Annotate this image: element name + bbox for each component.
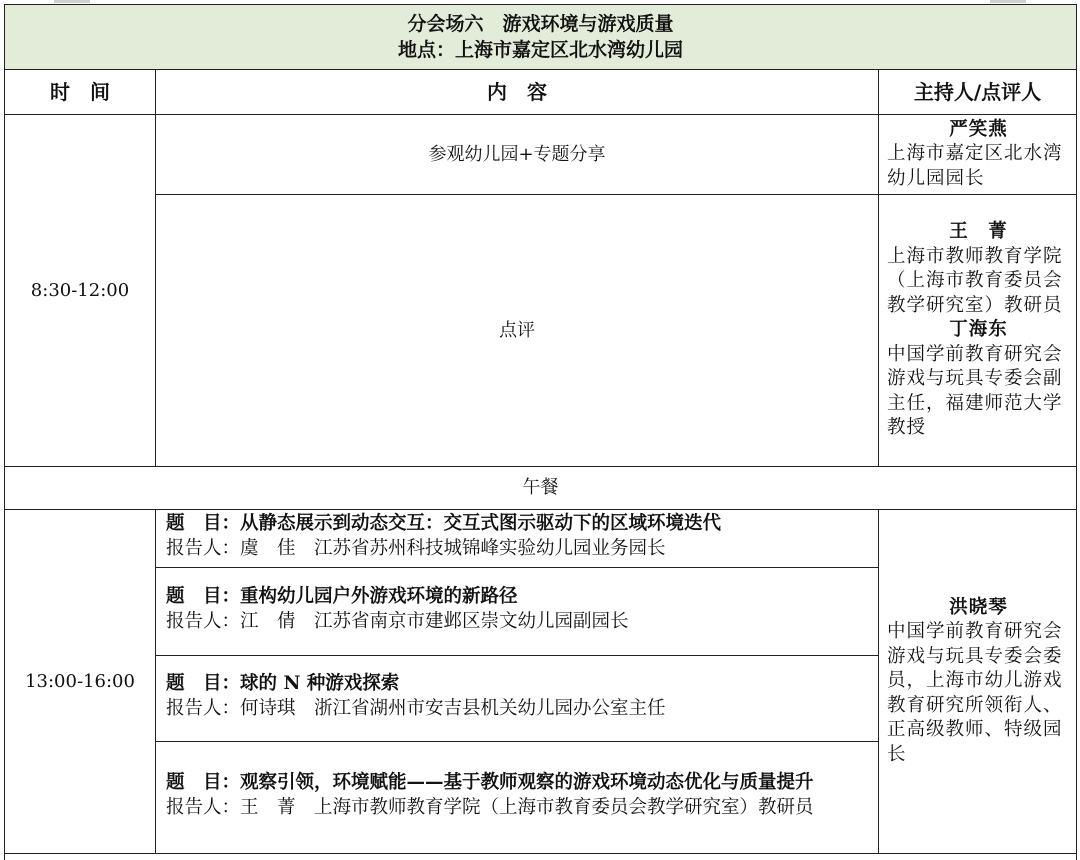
table-tail	[5, 854, 1077, 860]
schedule-table	[4, 4, 1077, 860]
host-desc: 上海市嘉定区北水湾幼儿园园长	[887, 142, 1070, 191]
host-desc: 中国学前教育研究会游戏与玩具专委会委员，上海市幼儿游戏教育研究所领衔人、正高级教师、特级园长	[887, 620, 1070, 767]
talk-reporter: 报告人：王 菁 上海市教师教育学院（上海市教育委员会教学研究室）教研员	[166, 796, 870, 821]
visit-content: 参观幼儿园+专题分享	[156, 115, 879, 195]
tab-marker-right	[990, 0, 1026, 3]
session-location: 地点：上海市嘉定区北水湾幼儿园	[5, 37, 1076, 63]
talk-reporter: 报告人：江 倩 江苏省南京市建邺区崇文幼儿园副园长	[166, 610, 870, 635]
talk-title: 题 目：观察引领，环境赋能——基于教师观察的游戏环境动态优化与质量提升	[166, 771, 870, 796]
tab-marker-left	[54, 0, 90, 3]
review-content: 点评	[156, 195, 879, 467]
host-name: 王 菁	[887, 220, 1070, 245]
host-name: 严笑燕	[887, 118, 1070, 143]
afternoon-host	[879, 510, 1077, 854]
talk-3	[156, 656, 879, 742]
host-desc: 上海市教师教育学院（上海市教育委员会教学研究室）教研员	[887, 245, 1070, 319]
morning-time: 8:30-12:00	[5, 115, 156, 467]
column-header-host: 主持人/点评人	[879, 70, 1077, 115]
afternoon-time: 13:00-16:00	[5, 510, 156, 854]
talk-2	[156, 568, 879, 656]
column-header-row	[5, 70, 1077, 115]
session-header-row	[5, 5, 1077, 70]
review-hosts	[879, 195, 1077, 467]
talk-reporter: 报告人：虞 佳 江苏省苏州科技城锦峰实验幼儿园业务园长	[166, 537, 870, 562]
session-header	[5, 5, 1077, 70]
talk-title: 题 目：球的 N 种游戏探索	[166, 672, 870, 697]
table-row	[5, 510, 1077, 568]
host-name: 洪晓琴	[887, 596, 1070, 621]
host-name: 丁海东	[887, 318, 1070, 343]
session-title: 分会场六 游戏环境与游戏质量	[5, 11, 1076, 37]
column-header-content: 内 容	[156, 70, 879, 115]
table-row	[5, 195, 1077, 467]
table-row	[5, 115, 1077, 195]
lunch-row	[5, 467, 1077, 510]
talk-4	[156, 742, 879, 854]
column-header-time: 时 间	[5, 70, 156, 115]
talk-1	[156, 510, 879, 568]
lunch-label: 午餐	[5, 467, 1077, 510]
talk-title: 题 目：从静态展示到动态交互：交互式图示驱动下的区域环境迭代	[166, 512, 870, 537]
table-tail-row	[5, 854, 1077, 860]
talk-reporter: 报告人：何诗琪 浙江省湖州市安吉县机关幼儿园办公室主任	[166, 697, 870, 722]
talk-title: 题 目：重构幼儿园户外游戏环境的新路径	[166, 585, 870, 610]
visit-host	[879, 115, 1077, 195]
host-desc: 中国学前教育研究会游戏与玩具专委会副主任，福建师范大学教授	[887, 343, 1070, 441]
